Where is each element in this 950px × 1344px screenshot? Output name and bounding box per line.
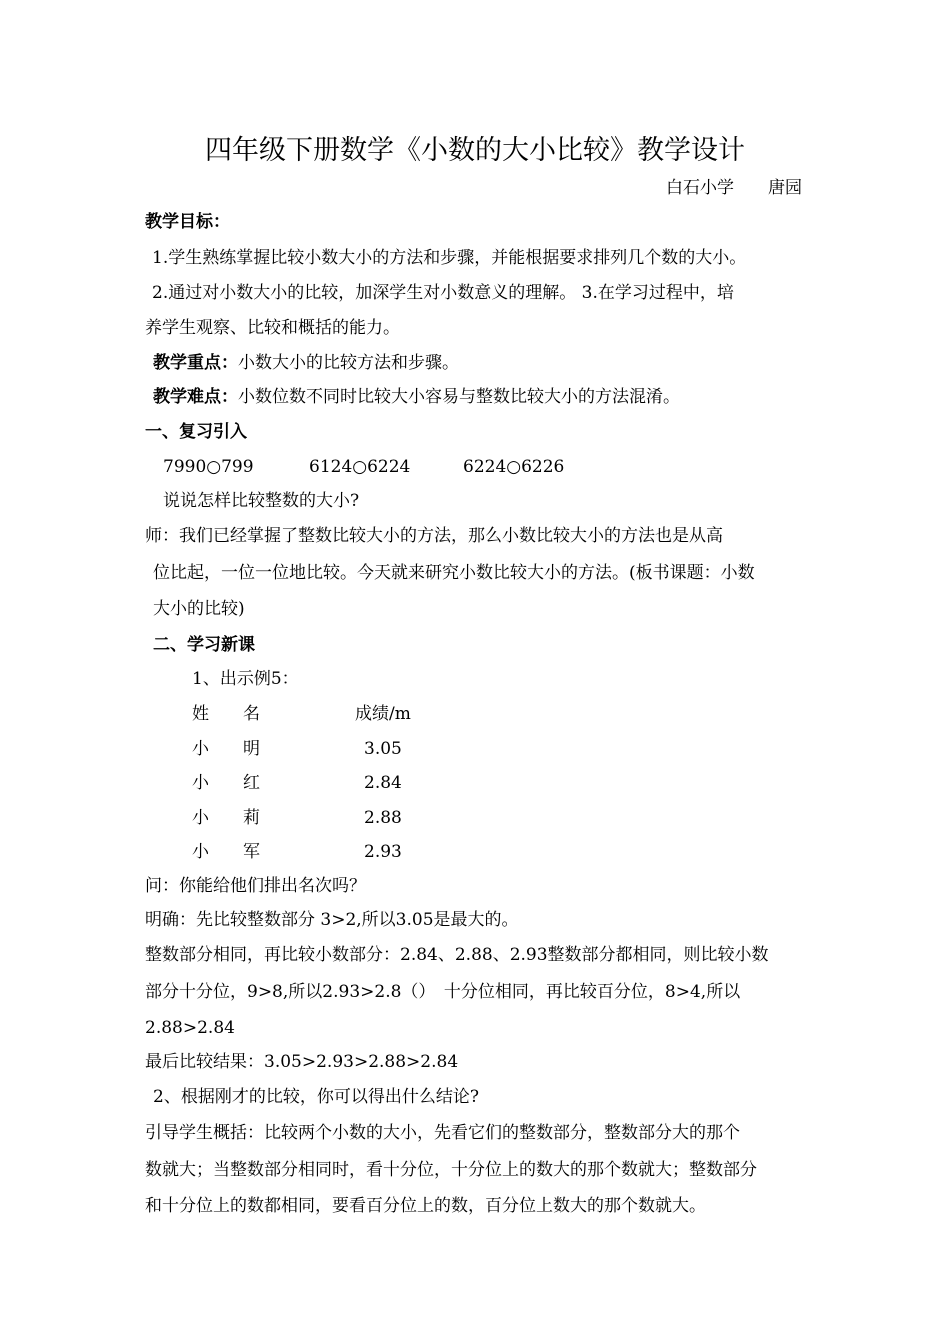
table-cell-score: 2.93 [364,842,402,862]
table-cell-name: 小 红 [192,773,260,793]
section-1-heading: 一、复习引入 [145,422,247,442]
result-line: 最后比较结果：3.05>2.93>2.88>2.84 [145,1052,459,1072]
explain-line-2: 部分十分位，9>8,所以2.93>2.8（） 十分位相同，再比较百分位，8>4,所以 [145,982,741,1002]
example-label: 1、出示例5： [192,669,299,689]
explain-line-3: 2.88>2.84 [145,1018,235,1038]
review-question: 说说怎样比较整数的大小? [163,491,360,511]
table-header-score: 成绩/m [355,704,411,724]
conclusion-question: 2、根据刚才的比较，你可以得出什么结论? [153,1087,479,1107]
document-title: 四年级下册数学《小数的大小比较》教学设计 [205,135,745,166]
table-cell-name: 小 军 [192,842,260,862]
summary-line-2: 数就大；当整数部分相同时，看十分位，十分位上的数大的那个数就大；整数部分 [145,1160,757,1180]
objective-line-1: 1.学生熟练掌握比较小数大小的方法和步骤，并能根据要求排列几个数的大小。 [152,248,747,268]
difficult-point-label: 教学难点： [153,387,238,407]
table-header-name: 姓 名 [192,704,260,724]
key-point [153,351,459,375]
table-cell-score: 2.88 [364,808,402,828]
comparison-1: 7990○799 [163,457,254,477]
objective-line-3: 养学生观察、比较和概括的能力。 [145,318,400,338]
comparison-3: 6224○6226 [463,457,565,477]
teacher-line-2: 位比起，一位一位地比较。今天就来研究小数比较大小的方法。(板书课题：小数 [153,563,755,583]
table-cell-score: 3.05 [364,739,402,759]
key-point-label: 教学重点： [153,353,238,373]
objectives-heading: 教学目标： [145,212,230,232]
teacher-line-1: 师：我们已经掌握了整数比较大小的方法，那么小数比较大小的方法也是从高 [145,526,723,546]
table-cell-name: 小 明 [192,739,260,759]
ranking-question: 问：你能给他们排出名次吗？ [145,876,366,896]
table-cell-score: 2.84 [364,773,402,793]
summary-line-3: 和十分位上的数都相同，要看百分位上的数，百分位上数大的那个数就大。 [145,1196,706,1216]
clarify-line: 明确：先比较整数部分 3>2,所以3.05是最大的。 [145,910,519,930]
explain-line-1: 整数部分相同，再比较小数部分：2.84、2.88、2.93整数部分都相同，则比较小数 [145,945,769,965]
table-cell-name: 小 莉 [192,808,260,828]
objective-line-2: 2.通过对小数大小的比较，加深学生对小数意义的理解。 3.在学习过程中，培 [152,283,734,303]
teacher-line-3: 大小的比较) [153,599,245,619]
key-point-text: 小数大小的比较方法和步骤。 [238,353,459,373]
comparison-2: 6124○6224 [309,457,411,477]
section-2-heading: 二、学习新课 [153,635,255,655]
author-line: 白石小学 唐园 [666,178,802,198]
summary-line-1: 引导学生概括：比较两个小数的大小，先看它们的整数部分，整数部分大的那个 [145,1123,740,1143]
difficult-point-text: 小数位数不同时比较大小容易与整数比较大小的方法混淆。 [238,387,680,407]
difficult-point [153,385,680,409]
